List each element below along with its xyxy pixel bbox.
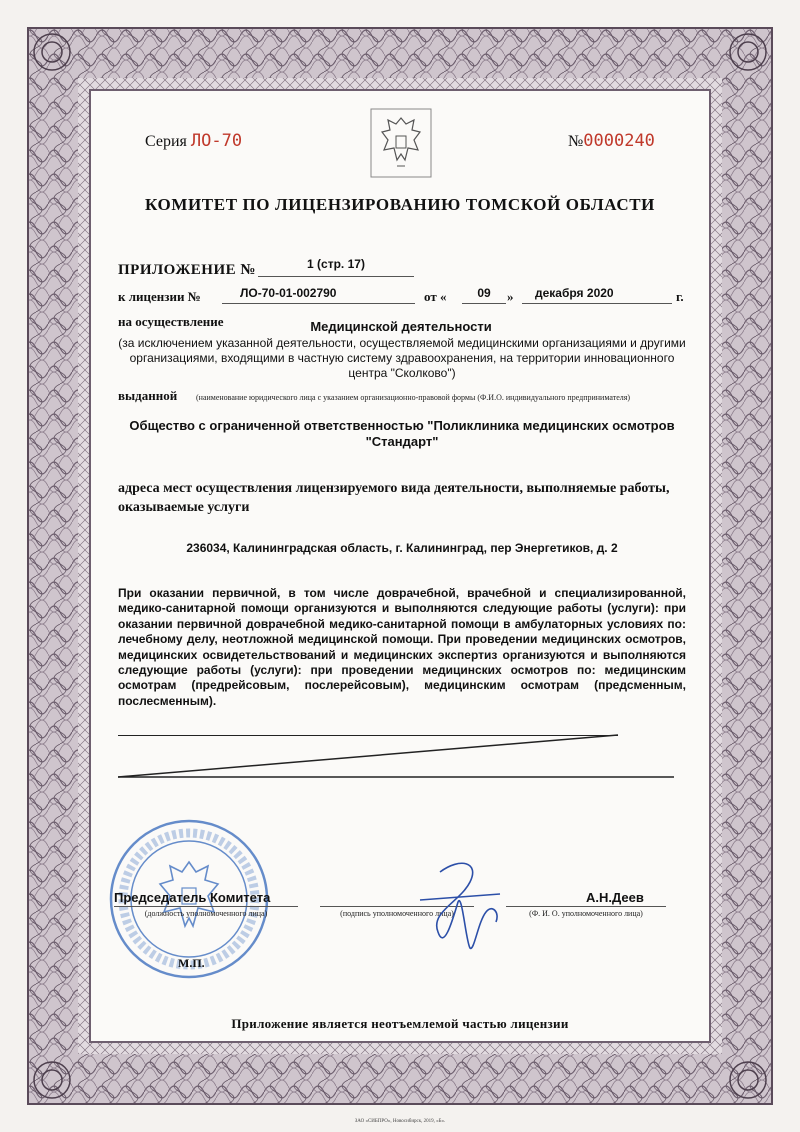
printer-note: ЗАО «СИБПРО», Новосибирск, 2019, «Б». bbox=[354, 1119, 446, 1124]
number-label: № bbox=[568, 133, 584, 150]
seal-label: М.П. bbox=[178, 956, 205, 970]
issued-label: выданной bbox=[118, 388, 178, 403]
issued-caption: (наименование юридического лица с указанием организационно-правовой формы (Ф.И.О. индивидуального предпринимателя) bbox=[196, 393, 631, 402]
license-from-label: от « bbox=[424, 289, 447, 304]
activity-label: на осуществление bbox=[118, 314, 224, 329]
services-text: При оказании первичной, в том числе доврачебной, врачебной и специализированной, медико-санитарной помощи организуются и выполняются следующие работы (услуги): при оказании первичной доврачебной медико-санитарной помощи в амбулаторных условиях по: лечебному делу, неотложной медицинской помощи. При проведении медицинских осмотров, медицинских освидетельствований и медицинских экспертиз организуются и выполняются следующие работы (услуги): при проведении медицинских осмотров по: медицинским осмотрам (предрейсовым, послерейсовым), медицинским осмотрам (предсменным, послесменным). bbox=[118, 586, 686, 708]
sign-caption: (подпись уполномоченного лица) bbox=[340, 909, 454, 918]
committee-title: КОМИТЕТ ПО ЛИЦЕНЗИРОВАНИЮ ТОМСКОЙ ОБЛАСТИ bbox=[145, 195, 655, 214]
name-caption: (Ф. И. О. уполномоченного лица) bbox=[529, 909, 643, 918]
license-number: ЛО-70-01-002790 bbox=[240, 286, 337, 300]
appendix-label: ПРИЛОЖЕНИЕ № bbox=[118, 262, 256, 278]
appendix-value: 1 (стр. 17) bbox=[307, 257, 365, 271]
license-year-suffix: г. bbox=[676, 289, 684, 304]
series-label: Серия bbox=[145, 133, 187, 150]
handwritten-signature bbox=[400, 852, 510, 962]
license-label: к лицензии № bbox=[118, 289, 201, 304]
signatory-name: А.Н.Деев bbox=[586, 890, 644, 905]
coat-of-arms-icon bbox=[370, 108, 432, 178]
address-heading: адреса мест осуществления лицензируемого вида деятельности, выполняемые работы, оказываемые услуги bbox=[118, 481, 670, 515]
signatory-position: Председатель Комитета bbox=[114, 890, 271, 905]
activity-name: Медицинской деятельности bbox=[310, 319, 492, 334]
license-month-year: декабря 2020 bbox=[535, 286, 614, 300]
license-day: 09 bbox=[477, 286, 491, 300]
address-value: 236034, Калининградская область, г. Калининград, пер Энергетиков, д. 2 bbox=[186, 541, 618, 555]
activity-note: (за исключением указанной деятельности, осуществляемой медицинскими организациями и другими организациями, входящими в частную систему здравоохранения, на территории инновационного центра "Сколково") bbox=[118, 336, 686, 380]
number-row bbox=[568, 131, 655, 151]
license-close-quote: » bbox=[507, 289, 514, 304]
z-strike-line bbox=[118, 733, 678, 783]
footer-note: Приложение является неотъемлемой частью лицензии bbox=[231, 1016, 569, 1031]
issued-organization: Общество с ограниченной ответственностью "Поликлиника медицинских осмотров "Стандарт" bbox=[129, 418, 675, 449]
position-caption: (должность уполномоченного лица) bbox=[144, 909, 268, 918]
series-value: ЛО-70 bbox=[190, 131, 243, 151]
number-value: 0000240 bbox=[583, 131, 655, 151]
series-row bbox=[145, 131, 242, 151]
